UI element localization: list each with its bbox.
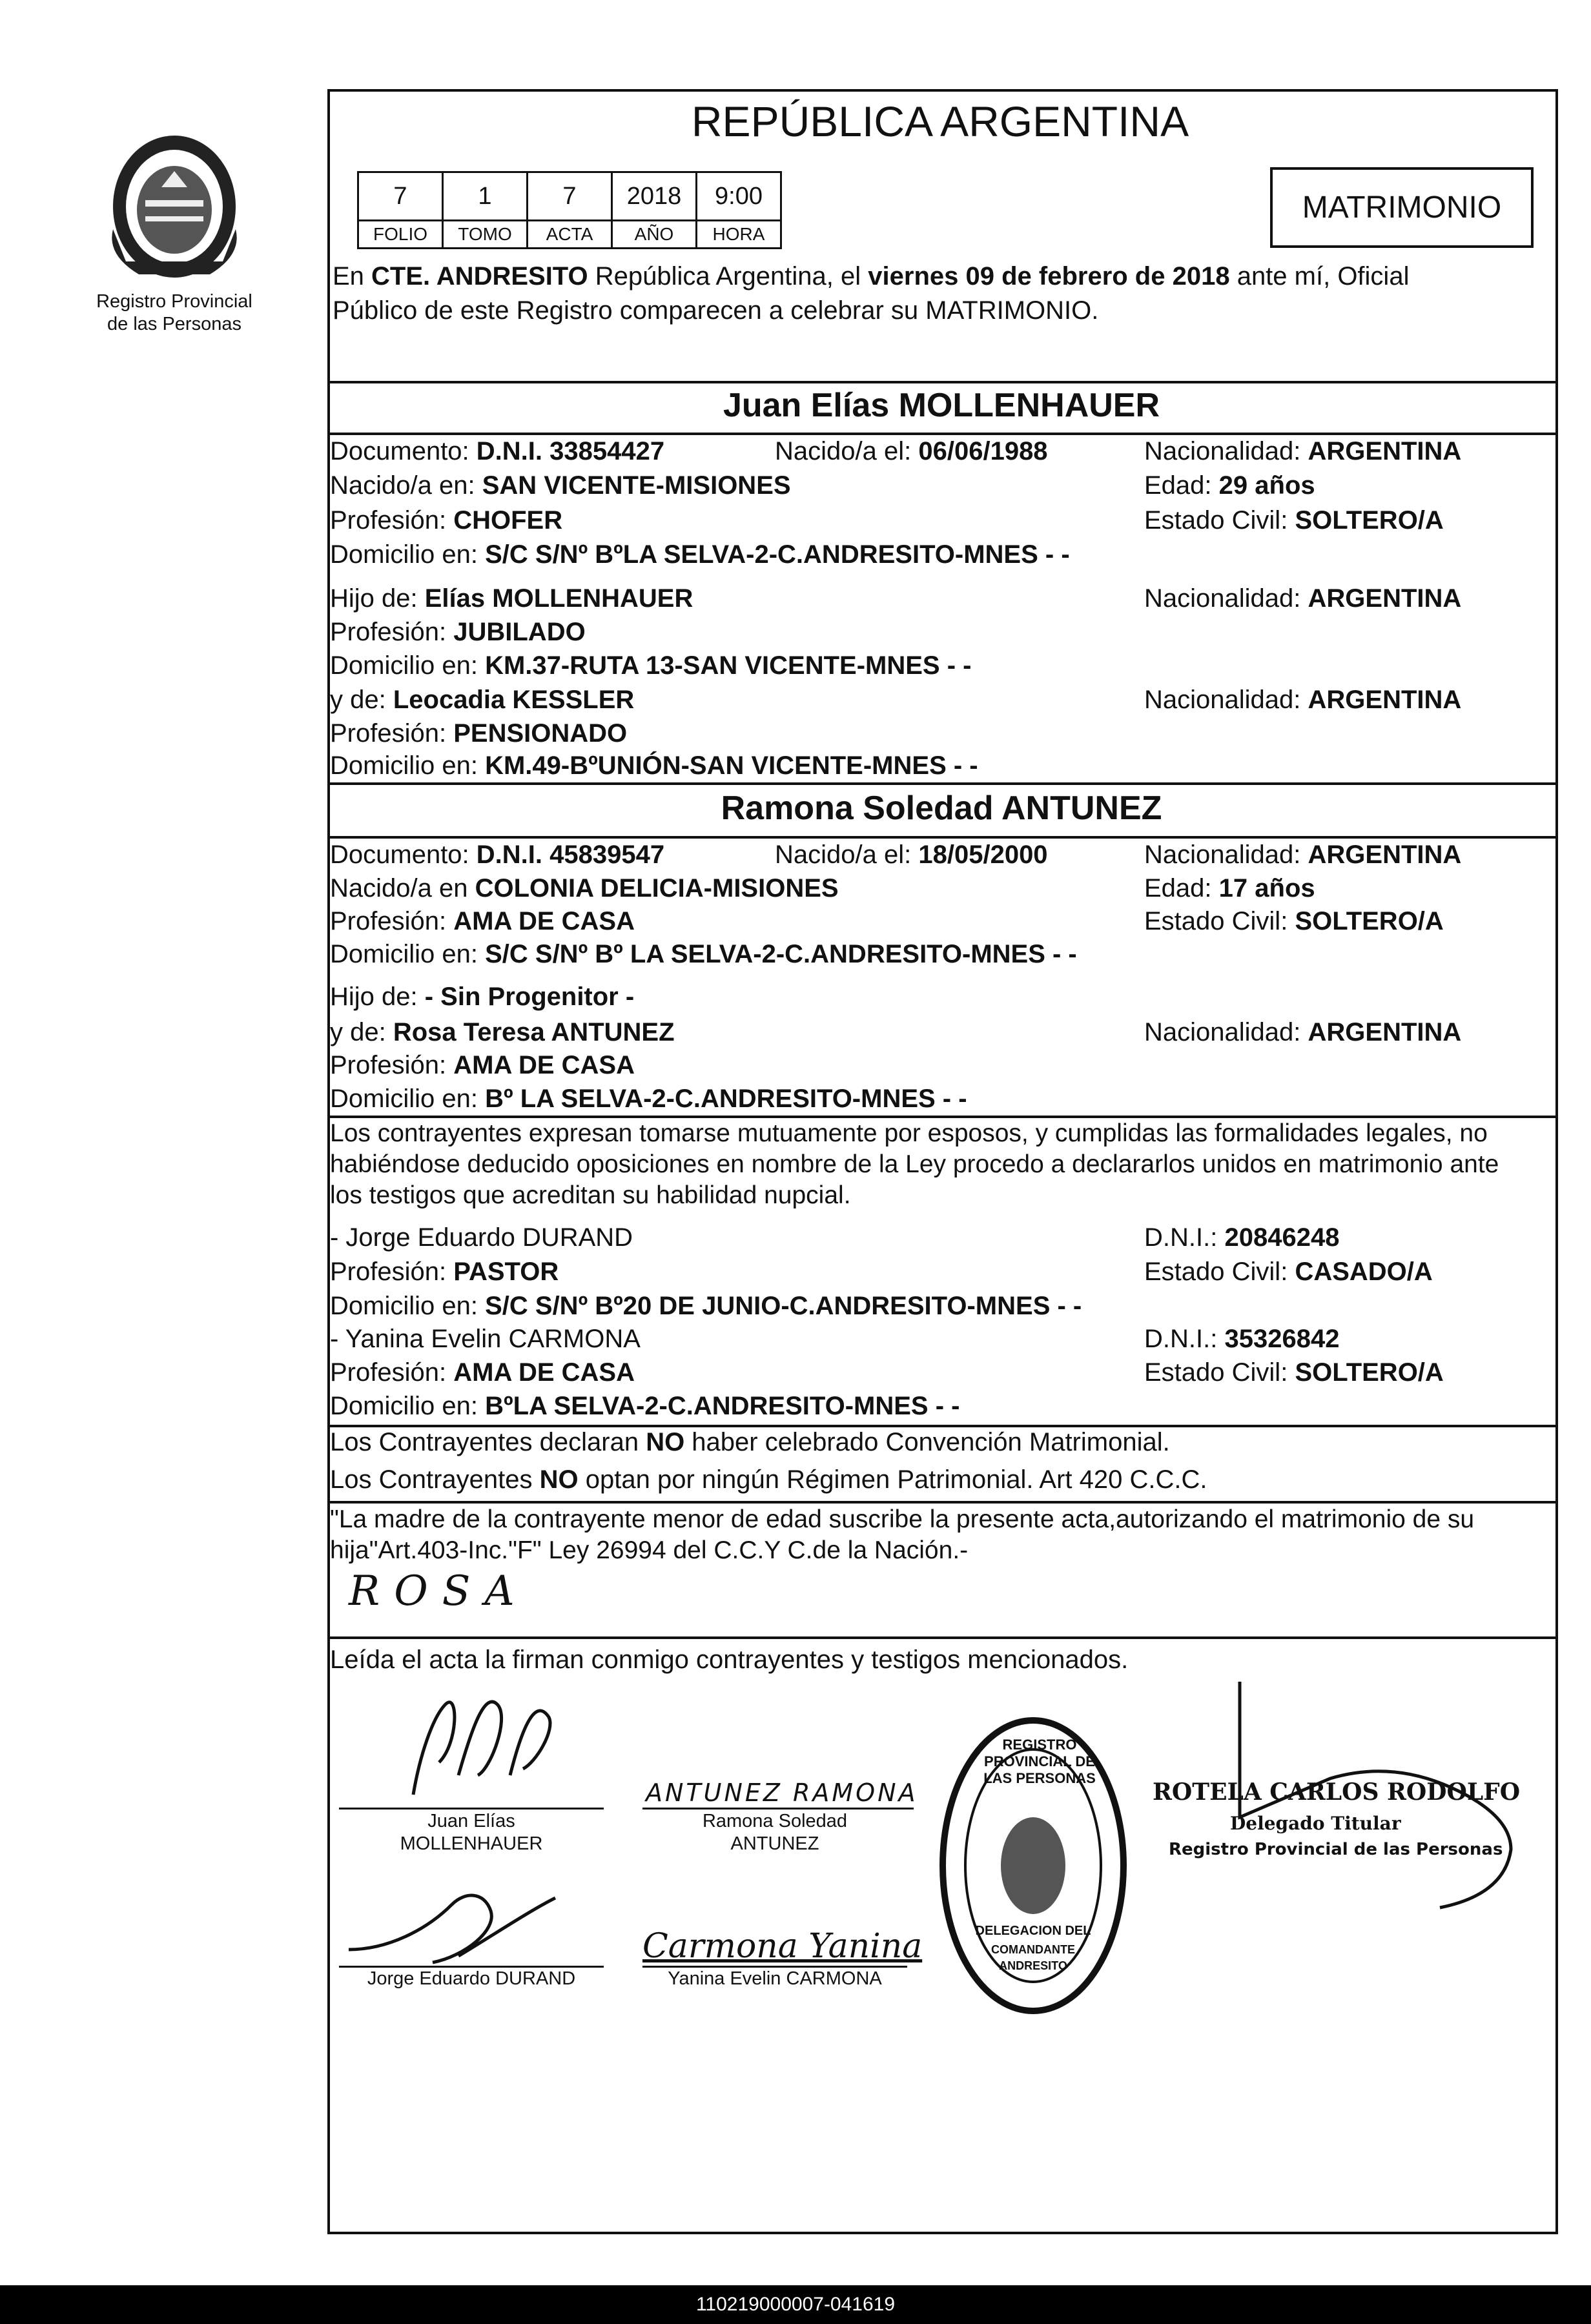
- witness2-name: - Yanina Evelin CARMONA: [330, 1325, 641, 1353]
- act-type-box: MATRIMONIO: [1270, 167, 1534, 248]
- groom-civil-status: Estado Civil: SOLTERO/A: [1144, 506, 1444, 535]
- acta-label: ACTA: [528, 221, 612, 249]
- witness1-address: Domicilio en: S/C S/Nº Bº20 DE JUNIO-C.ANDRESITO-MNES - -: [330, 1292, 1082, 1320]
- witness2-signature-text: Carmona Yanina: [642, 1927, 923, 1966]
- witness1-dni: D.N.I.: 20846248: [1144, 1223, 1340, 1252]
- bride-signature-text: ANTUNEZ RAMONA: [646, 1779, 918, 1807]
- witness1-civil-status: Estado Civil: CASADO/A: [1144, 1258, 1433, 1286]
- seal-ring-text: REGISTRO PROVINCIAL DE LAS PERSONAS: [983, 1737, 1096, 1786]
- witness2-address: Domicilio en: BºLA SELVA-2-C.ANDRESITO-MNES - -: [330, 1392, 960, 1420]
- tomo-value: 1: [443, 172, 528, 221]
- bride-profession: Profesión: AMA DE CASA: [330, 907, 635, 935]
- groom-mother: y de: Leocadia KESSLER: [330, 686, 635, 714]
- tomo-label: TOMO: [443, 221, 528, 249]
- groom-address: Domicilio en: S/C S/Nº BºLA SELVA-2-C.ANDRESITO-MNES - -: [330, 540, 1070, 569]
- declaration-line3: los testigos que acreditan su habilidad nupcial.: [330, 1181, 851, 1209]
- witness2-dni: D.N.I.: 35326842: [1144, 1325, 1340, 1353]
- registry-seal: [936, 1711, 1130, 2021]
- signature-line: [339, 1808, 604, 1809]
- divider: [327, 782, 1555, 785]
- officer-registry: Registro Provincial de las Personas: [1169, 1840, 1503, 1859]
- declaration-line1: Los contrayentes expresan tomarse mutuamente por esposos, y cumplidas las formalidades legales, no: [330, 1119, 1488, 1147]
- witness1-profession: Profesión: PASTOR: [330, 1258, 559, 1286]
- province-logo: [90, 126, 258, 336]
- hora-label: HORA: [697, 221, 781, 249]
- bride-mother-address: Domicilio en: Bº LA SELVA-2-C.ANDRESITO-MNES - -: [330, 1085, 967, 1113]
- groom-age: Edad: 29 años: [1144, 471, 1315, 500]
- signature-jorge-icon: [336, 1872, 581, 1969]
- groom-birthplace: Nacido/a en: SAN VICENTE-MISIONES: [330, 471, 791, 500]
- bride-address: Domicilio en: S/C S/Nº Bº LA SELVA-2-C.ANDRESITO-MNES - -: [330, 940, 1077, 968]
- logo-caption-line1: Registro Provincial: [96, 291, 252, 312]
- seal-center-text-2: ANDRESITO: [999, 1959, 1067, 1972]
- convention-line1: Los Contrayentes declaran NO haber celebrado Convención Matrimonial.: [330, 1428, 1170, 1456]
- witness2-civil-status: Estado Civil: SOLTERO/A: [1144, 1358, 1444, 1387]
- bride-name: Ramona Soledad ANTUNEZ: [721, 790, 1162, 827]
- note-line1: "La madre de la contrayente menor de edad suscribe la presente acta,autorizando el matrimonio de su: [330, 1505, 1475, 1533]
- groom-father-address: Domicilio en: KM.37-RUTA 13-SAN VICENTE-MNES - -: [330, 651, 972, 680]
- bride-age: Edad: 17 años: [1144, 874, 1315, 902]
- bride-birthdate: Nacido/a el: 18/05/2000: [775, 841, 1048, 869]
- seal-left-text: DELEGACION DEL: [975, 1924, 1091, 1938]
- registry-numbers-table: [357, 171, 782, 249]
- mother-signature-text: ROSA: [349, 1567, 529, 1615]
- officer-name: ROTELA CARLOS RODOLFO: [1153, 1779, 1521, 1806]
- witness1-name: - Jorge Eduardo DURAND: [330, 1223, 633, 1252]
- intro-line2: Público de este Registro comparecen a celebrar su MATRIMONIO.: [333, 296, 1099, 325]
- seal-center-text-1: COMANDANTE: [991, 1943, 1075, 1956]
- coat-of-arms-icon: [100, 126, 249, 287]
- bride-nationality: Nacionalidad: ARGENTINA: [1144, 841, 1462, 869]
- declaration-line2: habiéndose deducido oposiciones en nombre de la Ley procedo a declararlos unidos en matrimonio ante: [330, 1150, 1499, 1178]
- intro-line1: En CTE. ANDRESITO República Argentina, el viernes 09 de febrero de 2018 ante mí, Oficial: [333, 262, 1410, 290]
- witness1-signature-caption: Jorge Eduardo DURAND: [367, 1968, 576, 1989]
- bride-birthplace: Nacido/a en COLONIA DELICIA-MISIONES: [330, 874, 839, 902]
- convention-line2: Los Contrayentes NO optan por ningún Régimen Patrimonial. Art 420 C.C.C.: [330, 1465, 1207, 1494]
- bride-civil-status: Estado Civil: SOLTERO/A: [1144, 907, 1444, 935]
- signature-juan-icon: [362, 1678, 607, 1808]
- groom-mother-nationality: Nacionalidad: ARGENTINA: [1144, 686, 1462, 714]
- document-barcode-footer: 110219000007-041619: [0, 2285, 1591, 2324]
- anio-label: AÑO: [612, 221, 697, 249]
- groom-father: Hijo de: Elías MOLLENHAUER: [330, 584, 693, 613]
- groom-signature-caption: Juan Elías MOLLENHAUER: [400, 1811, 543, 1854]
- signature-line: [642, 1808, 914, 1809]
- groom-nationality: Nacionalidad: ARGENTINA: [1144, 437, 1462, 465]
- page-title: REPÚBLICA ARGENTINA: [691, 97, 1189, 145]
- acta-value: 7: [528, 172, 612, 221]
- anio-value: 2018: [612, 172, 697, 221]
- groom-name: Juan Elías MOLLENHAUER: [723, 387, 1160, 424]
- closing-text: Leída el acta la firman conmigo contrayentes y testigos mencionados.: [330, 1646, 1129, 1674]
- groom-document: Documento: D.N.I. 33854427: [330, 437, 665, 465]
- divider: [327, 1501, 1555, 1503]
- bride-mother-profession: Profesión: AMA DE CASA: [330, 1051, 635, 1079]
- bride-document: Documento: D.N.I. 45839547: [330, 841, 665, 869]
- bride-signature-caption: Ramona Soledad ANTUNEZ: [702, 1811, 848, 1854]
- logo-caption-line2: de las Personas: [107, 314, 241, 334]
- divider: [327, 381, 1555, 383]
- groom-father-profession: Profesión: JUBILADO: [330, 618, 586, 646]
- groom-profession: Profesión: CHOFER: [330, 506, 563, 535]
- groom-birthdate: Nacido/a el: 06/06/1988: [775, 437, 1048, 465]
- officer-position: Delegado Titular: [1230, 1813, 1401, 1834]
- groom-father-nationality: Nacionalidad: ARGENTINA: [1144, 584, 1462, 613]
- hora-value: 9:00: [697, 172, 781, 221]
- witness2-signature-caption: Yanina Evelin CARMONA: [668, 1968, 882, 1989]
- bride-father: Hijo de: - Sin Progenitor -: [330, 983, 635, 1011]
- divider: [327, 1636, 1555, 1639]
- witness2-profession: Profesión: AMA DE CASA: [330, 1358, 635, 1387]
- folio-value: 7: [358, 172, 443, 221]
- bride-mother: y de: Rosa Teresa ANTUNEZ: [330, 1018, 675, 1046]
- folio-label: FOLIO: [358, 221, 443, 249]
- groom-mother-address: Domicilio en: KM.49-BºUNIÓN-SAN VICENTE-MNES - -: [330, 751, 978, 780]
- bride-mother-nationality: Nacionalidad: ARGENTINA: [1144, 1018, 1462, 1046]
- groom-mother-profession: Profesión: PENSIONADO: [330, 719, 628, 748]
- note-line2: hija"Art.403-Inc."F" Ley 26994 del C.C.Y C.de la Nación.-: [330, 1536, 969, 1564]
